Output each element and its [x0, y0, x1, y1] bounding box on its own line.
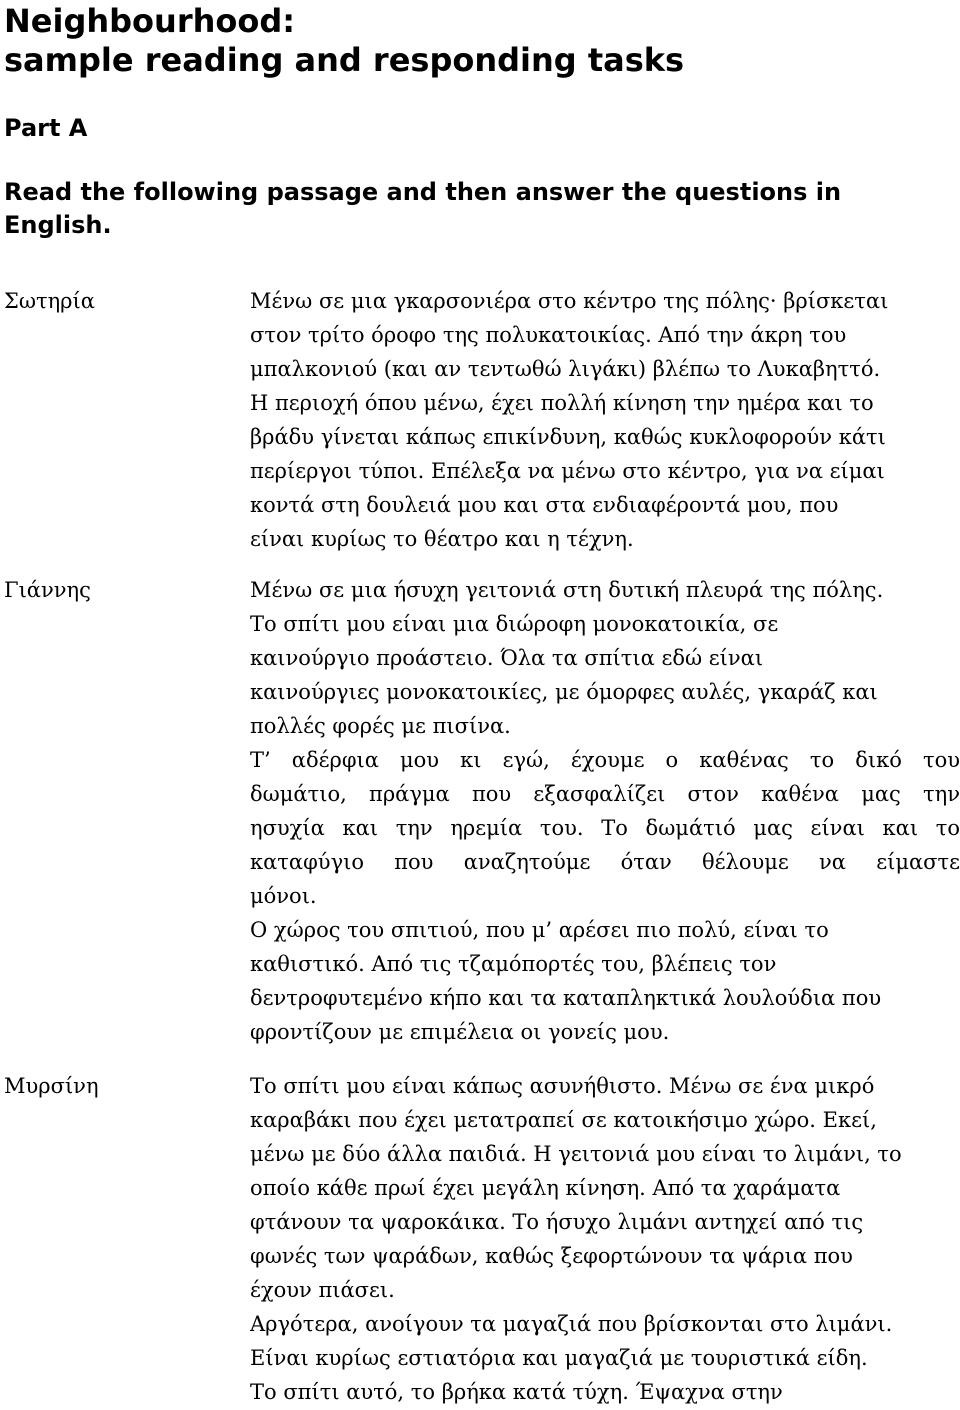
passage-line: φωνές των ψαράδων, καθώς ξεφορτώνουν τα ψάρια που [250, 1244, 853, 1268]
passage-line: Η περιοχή όπου μένω, έχει πολλή κίνηση την ημέρα και το [250, 391, 874, 415]
passage-paragraph [250, 1307, 960, 1409]
passage-line: Είναι κυρίως εστιατόρια και μαγαζιά με τουριστικά είδη. [250, 1346, 868, 1370]
passage-line: Το σπίτι μου είναι κάπως ασυνήθιστο. Μένω σε ένα μικρό [250, 1074, 875, 1098]
passage-paragraph [250, 573, 960, 743]
instructions-line: English. [4, 211, 112, 239]
passage-line: Το σπίτι αυτό, το βρήκα κατά τύχη. Έψαχνα στην [250, 1380, 783, 1404]
passage-line: καραβάκι που έχει μετατραπεί σε κατοικήσιμο χώρο. Εκεί, [250, 1108, 877, 1132]
passage-line: κοντά στη δουλειά μου και στα ενδιαφέροντά μου, που [250, 493, 839, 517]
passage-line: Μένω σε μια ήσυχη γειτονιά στη δυτική πλευρά της πόλης. [250, 578, 884, 602]
passage-line: δωμάτιο, πράγμα που εξασφαλίζει στον καθένα μας την [250, 782, 960, 806]
passage-line: φτάνουν τα ψαροκάικα. Το ήσυχο λιμάνι αντηχεί από τις [250, 1210, 864, 1234]
passage-paragraph [250, 913, 960, 1049]
passage-line: Τ’ αδέρφια μου κι εγώ, έχουμε ο καθένας το δικό του [250, 748, 960, 772]
passage-line: οποίο κάθε πρωί έχει μεγάλη κίνηση. Από τα χαράματα [250, 1176, 841, 1200]
passage-line: μπαλκονιού (και αν τεντωθώ λιγάκι) βλέπω το Λυκαβηττό. [250, 357, 881, 381]
passage-line: είναι κυρίως το θέατρο και η τέχνη. [250, 527, 634, 551]
speaker-name-myrsini: Μυρσίνη [4, 1074, 99, 1098]
passage-line: περίεργοι τύποι. Επέλεξα να μένω στο κέντρο, για να είμαι [250, 459, 885, 483]
passage-line: ησυχία και την ηρεμία του. Το δωμάτιό μας είναι και το [250, 816, 960, 840]
passage-paragraph [250, 1069, 960, 1307]
passage-line: μόνοι. [250, 884, 317, 908]
part-heading: Part A [4, 114, 88, 142]
speaker-name-sotiria: Σωτηρία [4, 289, 95, 313]
passage-line: έχουν πιάσει. [250, 1278, 395, 1302]
passage-line: δεντροφυτεμένο κήπο και τα καταπληκτικά λουλούδια που [250, 986, 882, 1010]
passage-line: Ο χώρος του σπιτιού, που μ’ αρέσει πιο πολύ, είναι το [250, 918, 829, 942]
passage-line: καθιστικό. Από τις τζαμόπορτές του, βλέπεις τον [250, 952, 777, 976]
passage-line: μένω με δύο άλλα παιδιά. Η γειτονιά μου είναι το λιμάνι, το [250, 1142, 902, 1166]
passage-line: πολλές φορές με πισίνα. [250, 714, 511, 738]
passage-paragraph [250, 284, 960, 556]
passage-line: καινούργιο προάστειο. Όλα τα σπίτια εδώ είναι [250, 646, 764, 670]
passage-line: Μένω σε μια γκαρσονιέρα στο κέντρο της πόλης· βρίσκεται [250, 289, 889, 313]
title-line: sample reading and responding tasks [4, 41, 685, 79]
passage-line: καινούργιες μονοκατοικίες, με όμορφες αυλές, γκαράζ και [250, 680, 878, 704]
passage-line: Αργότερα, ανοίγουν τα μαγαζιά που βρίσκονται στο λιμάνι. [250, 1312, 893, 1336]
passage-line: στον τρίτο όροφο της πολυκατοικίας. Από την άκρη του [250, 323, 847, 347]
instructions-heading [4, 176, 954, 242]
passage-line: βράδυ γίνεται κάπως επικίνδυνη, καθώς κυκλοφορούν κάτι [250, 425, 886, 449]
document-title [4, 2, 954, 80]
instructions-line: Read the following passage and then answer the questions in [4, 178, 842, 206]
passage-line: καταφύγιο που αναζητούμε όταν θέλουμε να είμαστε [250, 850, 960, 874]
passage-paragraph [250, 743, 960, 913]
passage-line: Το σπίτι μου είναι μια διώροφη μονοκατοικία, σε [250, 612, 779, 636]
speaker-name-giannis: Γιάννης [4, 578, 91, 602]
passage-line: φροντίζουν με επιμέλεια οι γονείς μου. [250, 1020, 670, 1044]
title-line: Neighbourhood: [4, 2, 296, 40]
